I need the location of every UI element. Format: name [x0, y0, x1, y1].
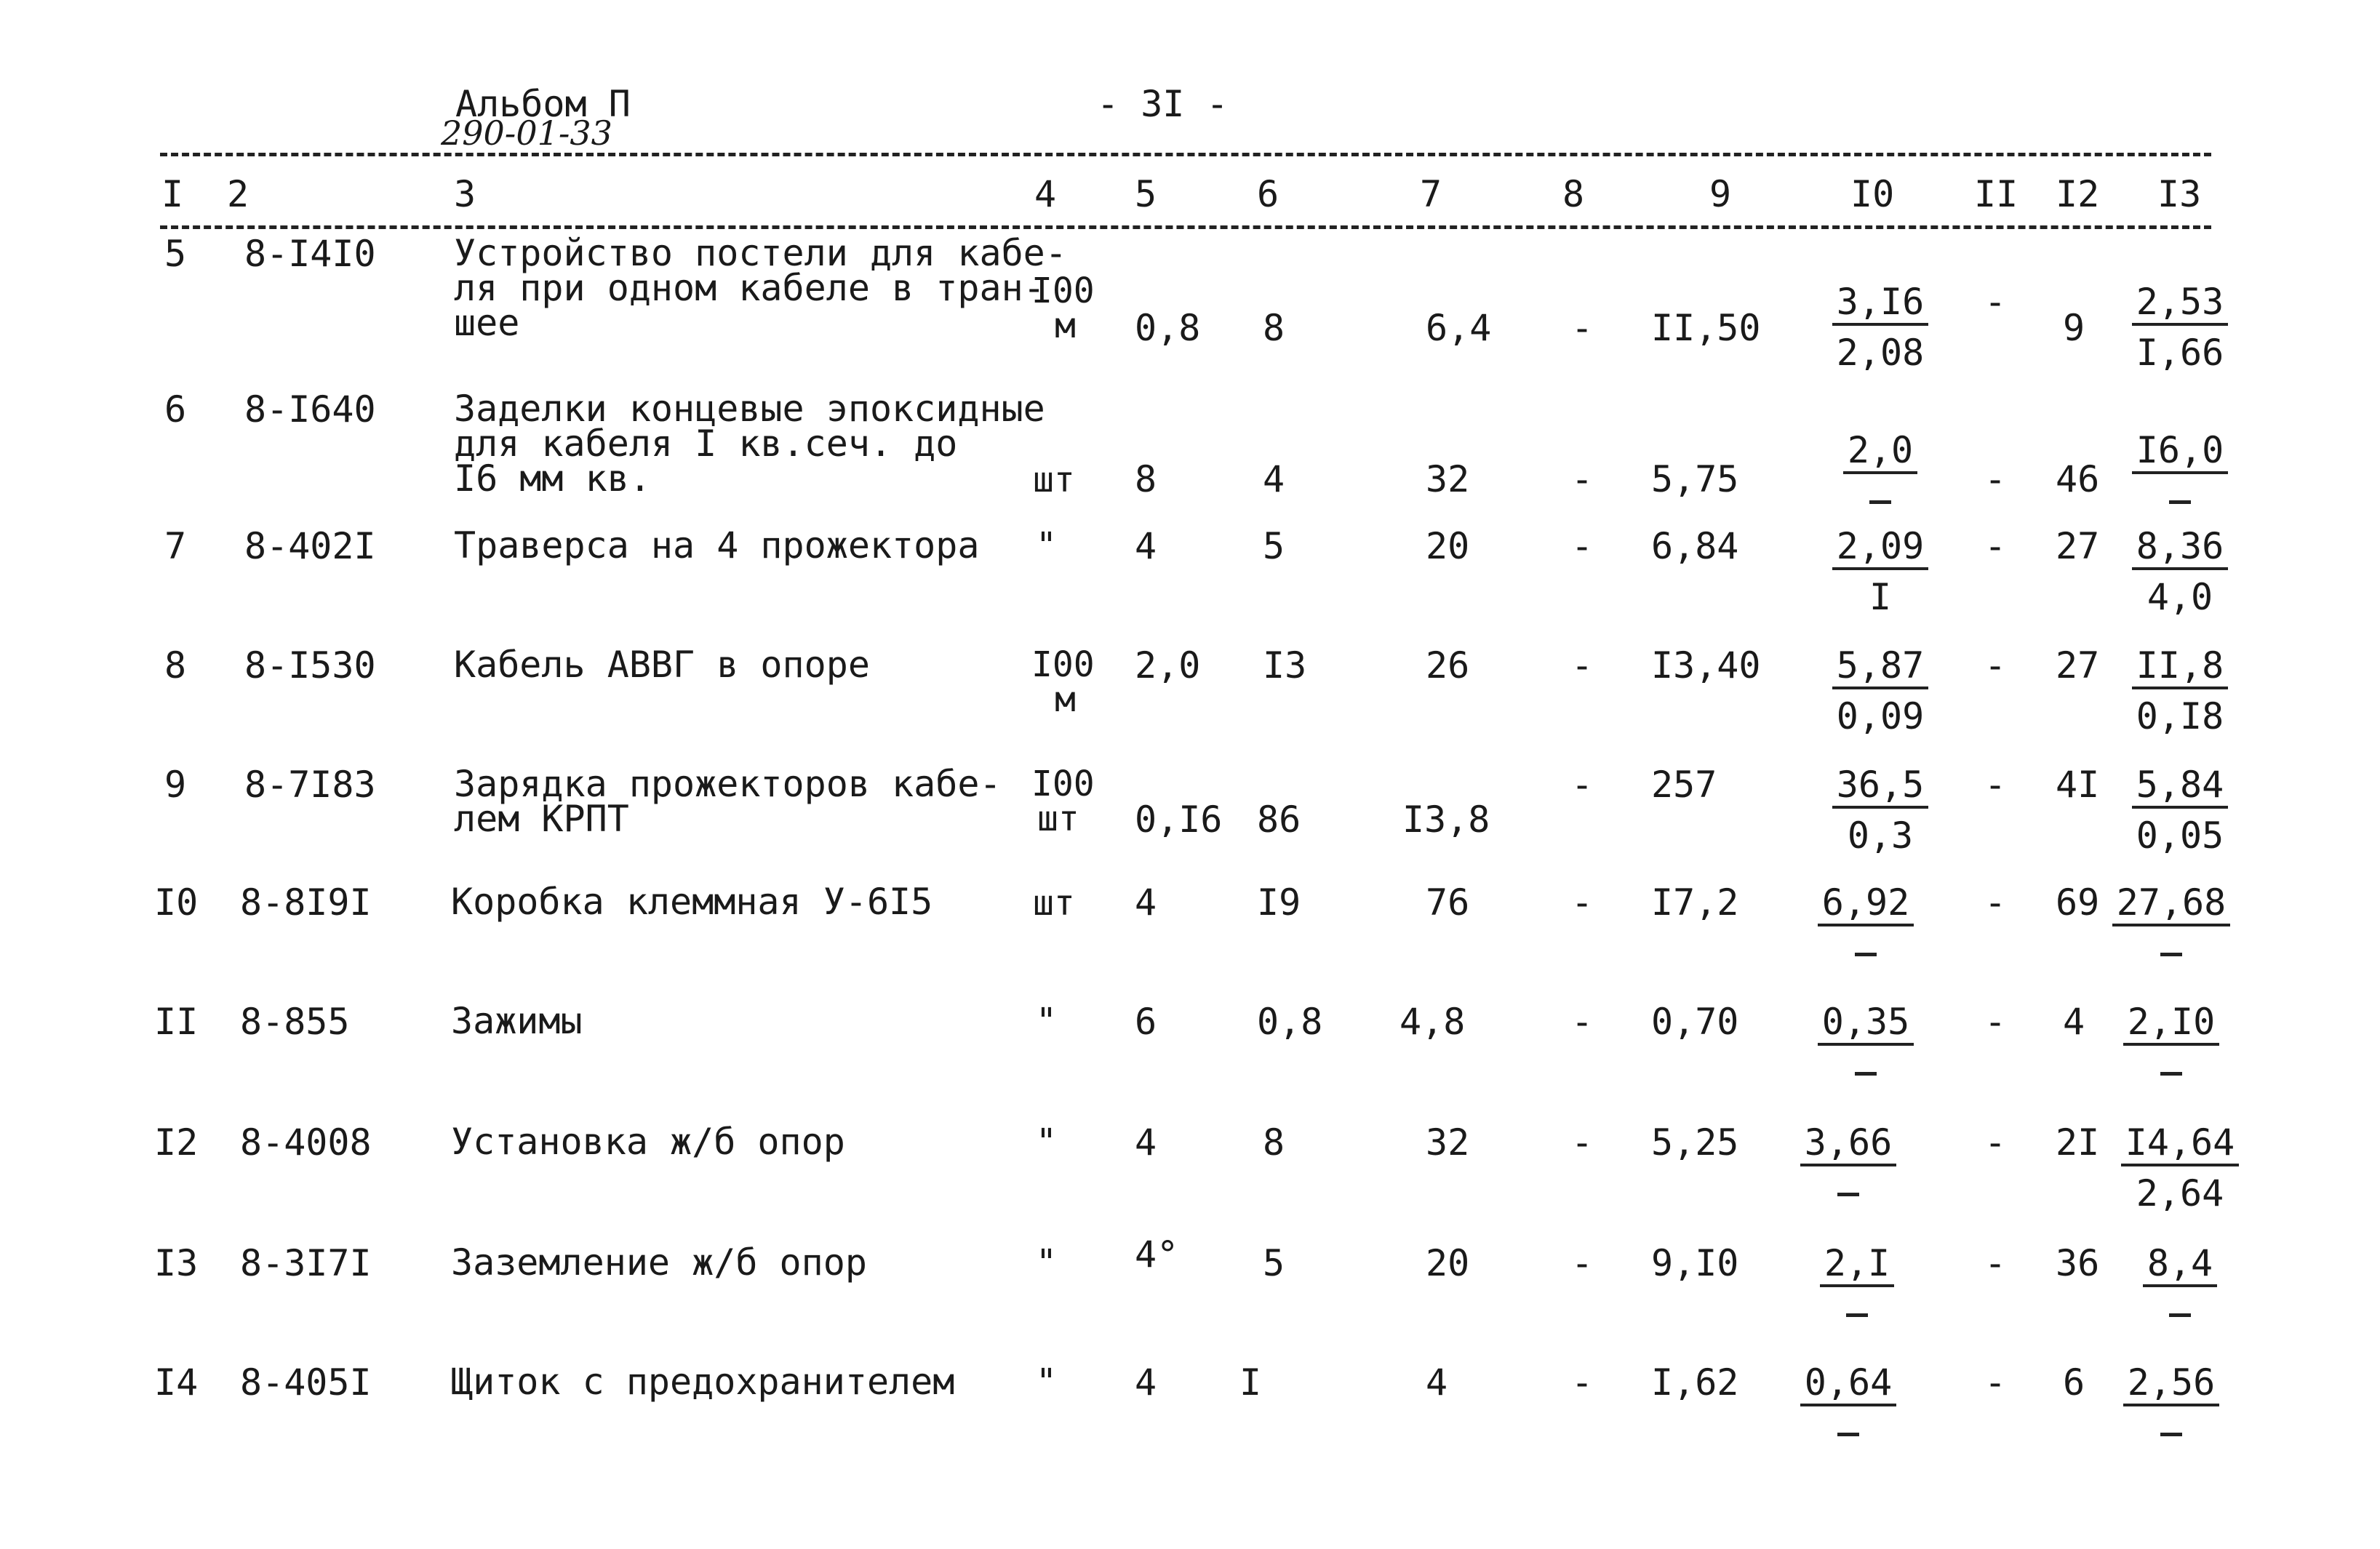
col13-denominator: 4,0 — [2147, 576, 2213, 618]
description-line: Щиток с предохранителем — [451, 1361, 955, 1403]
row-code: 8-I530 — [244, 644, 376, 687]
row-col10 — [1818, 644, 1942, 737]
row-col11: - — [1984, 281, 2007, 323]
unit-line: I00 — [1031, 764, 1095, 804]
row-description — [454, 388, 1045, 500]
column-header-11: II — [1974, 173, 2018, 215]
description-line: I6 мм кв. — [454, 457, 651, 500]
description-line: Траверса на 4 прожектора — [454, 524, 980, 567]
page-number: - 3I - — [1097, 83, 1229, 125]
col10-denominator — [1804, 935, 1928, 972]
description-line: ля при одном кабеле в тран- — [454, 267, 1045, 309]
row-col13 — [2109, 881, 2233, 972]
col10-numerator: 3,I6 — [1832, 284, 1928, 326]
description-line: Зарядка прожекторов кабе- — [454, 763, 1002, 805]
row-unit — [1036, 1242, 1057, 1283]
col10-numerator: 2,0 — [1843, 432, 1917, 474]
row-col10 — [1818, 525, 1942, 618]
row-col7: I3,8 — [1402, 798, 1490, 841]
row-col13 — [2118, 1242, 2242, 1332]
col13-numerator: 2,I0 — [2123, 1004, 2219, 1046]
row-col8: - — [1571, 1121, 1594, 1164]
row-col13 — [2109, 1001, 2233, 1091]
row-code: 8-8I9I — [240, 881, 372, 924]
col13-denominator: 0,05 — [2136, 814, 2224, 857]
unit-line: " — [1036, 1001, 1057, 1041]
row-col8: - — [1571, 881, 1594, 924]
row-col9: 9,I0 — [1651, 1242, 1739, 1284]
description-line: лем КРПТ — [454, 798, 629, 840]
col13-numerator: 8,36 — [2132, 528, 2228, 570]
row-number: II — [154, 1001, 199, 1043]
unit-line: " — [1036, 1121, 1057, 1162]
unit-line: I00 — [1031, 271, 1095, 311]
unit-line: " — [1036, 525, 1057, 566]
column-header-8: 8 — [1562, 173, 1585, 215]
col10-numerator: 2,09 — [1832, 528, 1928, 570]
row-col11: - — [1984, 1001, 2007, 1043]
unit-line: шт — [1033, 883, 1075, 924]
row-number: 8 — [164, 644, 187, 687]
row-col5: 4 — [1135, 881, 1157, 924]
col10-denominator — [1786, 1415, 1910, 1452]
description-line: Зажимы — [451, 1000, 583, 1042]
row-col6: I3 — [1263, 644, 1307, 687]
header-top-rule — [160, 153, 2211, 156]
column-header-1: I — [161, 173, 184, 215]
row-col9: I,62 — [1651, 1361, 1739, 1404]
unit-line: м — [1055, 305, 1076, 346]
row-col5: 4 — [1135, 1121, 1157, 1164]
row-code: 8-855 — [240, 1001, 350, 1043]
row-col5: 4 — [1135, 525, 1157, 567]
column-header-4: 4 — [1034, 173, 1057, 215]
row-col12: 4I — [2056, 764, 2100, 806]
row-col11: - — [1984, 525, 2007, 567]
description-line: Устройство постели для кабе- — [454, 232, 1067, 274]
col13-denominator: 0,I8 — [2136, 695, 2224, 737]
unit-line: шт — [1033, 460, 1075, 500]
row-col8: - — [1571, 644, 1594, 687]
column-header-3: 3 — [454, 173, 476, 215]
row-number: 6 — [164, 388, 187, 431]
row-col7: 32 — [1426, 458, 1470, 500]
row-col7: 4 — [1426, 1361, 1448, 1404]
col10-denominator — [1804, 1054, 1928, 1091]
row-unit — [1036, 1121, 1057, 1162]
row-col8: - — [1571, 1242, 1594, 1284]
unit-line: I00 — [1031, 644, 1095, 685]
row-code: 8-402I — [244, 525, 376, 567]
row-col12: 27 — [2056, 525, 2100, 567]
description-line: Заземление ж/б опор — [451, 1241, 867, 1284]
description-line: Заделки концевые эпоксидные — [454, 388, 1045, 430]
row-col8: - — [1571, 764, 1594, 806]
row-col9: 257 — [1651, 764, 1717, 806]
row-col6: 5 — [1263, 525, 1285, 567]
row-number: I3 — [154, 1242, 199, 1284]
row-col5: 0,I6 — [1135, 798, 1223, 841]
row-col11: - — [1984, 1242, 2007, 1284]
row-col12: 27 — [2056, 644, 2100, 687]
col13-denominator: 2,64 — [2136, 1172, 2224, 1214]
row-col7: 26 — [1426, 644, 1470, 687]
row-col13 — [2118, 429, 2242, 519]
col13-numerator: I4,64 — [2121, 1124, 2240, 1166]
col10-denominator — [1786, 1175, 1910, 1212]
row-col5: 2,0 — [1135, 644, 1201, 687]
row-col10 — [1818, 429, 1942, 519]
row-col12: 6 — [2063, 1361, 2085, 1404]
row-col10 — [1804, 881, 1928, 972]
row-col9: II,50 — [1651, 307, 1761, 349]
description-line: для кабеля I кв.сеч. до — [454, 423, 958, 465]
col10-denominator: 0,3 — [1847, 814, 1914, 857]
row-col5: 4° — [1135, 1233, 1179, 1276]
row-description — [451, 1121, 845, 1163]
row-unit — [1031, 764, 1095, 839]
description-line: шее — [454, 302, 520, 344]
row-col6: I9 — [1257, 881, 1301, 924]
row-col8: - — [1571, 307, 1594, 349]
row-col7: 76 — [1426, 881, 1470, 924]
row-col10 — [1818, 764, 1942, 857]
row-col5: 4 — [1135, 1361, 1157, 1404]
row-code: 8-I4I0 — [244, 233, 376, 275]
unit-line: шт — [1037, 798, 1079, 839]
column-header-5: 5 — [1135, 173, 1157, 215]
row-col11: - — [1984, 1361, 2007, 1404]
row-col7: 6,4 — [1426, 307, 1492, 349]
row-col8: - — [1571, 525, 1594, 567]
row-description — [454, 644, 870, 686]
col10-numerator: 5,87 — [1832, 647, 1928, 689]
col10-numerator: 0,64 — [1800, 1364, 1896, 1406]
row-col6: 4 — [1263, 458, 1285, 500]
col10-denominator — [1818, 483, 1942, 519]
row-description — [451, 1361, 955, 1403]
col10-numerator: 2,I — [1820, 1245, 1894, 1287]
row-col12: 36 — [2056, 1242, 2100, 1284]
row-col10 — [1786, 1121, 1910, 1212]
unit-line: " — [1036, 1361, 1057, 1402]
row-description — [451, 1241, 867, 1284]
row-col9: I7,2 — [1651, 881, 1739, 924]
column-header-2: 2 — [227, 173, 249, 215]
row-col13 — [2109, 1361, 2233, 1452]
row-number: 9 — [164, 764, 187, 806]
row-col12: 9 — [2063, 307, 2085, 349]
col13-numerator: 2,53 — [2132, 284, 2228, 326]
row-col6: 5 — [1263, 1242, 1285, 1284]
row-col12: 2I — [2056, 1121, 2100, 1164]
project-code: 290-01-33 — [441, 113, 612, 153]
row-col5: 0,8 — [1135, 307, 1201, 349]
row-code: 8-405I — [240, 1361, 372, 1404]
col10-numerator: 36,5 — [1832, 767, 1928, 809]
col13-numerator: 5,84 — [2132, 767, 2228, 809]
row-code: 8-7I83 — [244, 764, 376, 806]
row-col6: I — [1239, 1361, 1262, 1404]
row-number: I2 — [154, 1121, 199, 1164]
row-description — [454, 232, 1067, 344]
row-col8: - — [1571, 1361, 1594, 1404]
col13-denominator — [2109, 1054, 2233, 1091]
row-col6: 8 — [1263, 1121, 1285, 1164]
col13-denominator — [2109, 1415, 2233, 1452]
row-code: 8-4008 — [240, 1121, 372, 1164]
col13-denominator — [2118, 1296, 2242, 1332]
row-col13 — [2118, 764, 2242, 857]
row-col11: - — [1984, 644, 2007, 687]
row-description — [451, 881, 933, 923]
col13-denominator: I,66 — [2136, 332, 2224, 374]
col10-numerator: 6,92 — [1818, 884, 1914, 926]
row-col7: 20 — [1426, 1242, 1470, 1284]
row-col9: 5,25 — [1651, 1121, 1739, 1164]
row-col11: - — [1984, 764, 2007, 806]
row-col13 — [2118, 1121, 2242, 1214]
row-col8: - — [1571, 1001, 1594, 1043]
column-header-6: 6 — [1257, 173, 1279, 215]
row-col6: 86 — [1257, 798, 1301, 841]
row-col6: 0,8 — [1257, 1001, 1323, 1043]
column-header-12: I2 — [2056, 173, 2100, 215]
row-col13 — [2118, 281, 2242, 374]
description-line: Коробка клеммная У-6I5 — [451, 881, 933, 923]
row-col10 — [1786, 1361, 1910, 1452]
col10-denominator: I — [1869, 576, 1892, 618]
row-unit — [1036, 525, 1057, 566]
row-unit — [1036, 1361, 1057, 1402]
col10-denominator: 0,09 — [1836, 695, 1925, 737]
row-description — [454, 524, 980, 567]
col13-numerator: 27,68 — [2112, 884, 2231, 926]
col13-numerator: I6,0 — [2132, 432, 2228, 474]
row-col7: 20 — [1426, 525, 1470, 567]
row-col10 — [1818, 281, 1942, 374]
row-col5: 6 — [1135, 1001, 1157, 1043]
col13-numerator: II,8 — [2132, 647, 2228, 689]
row-col12: 69 — [2056, 881, 2100, 924]
column-header-7: 7 — [1420, 173, 1442, 215]
row-number: 5 — [164, 233, 187, 275]
row-col13 — [2118, 644, 2242, 737]
album-title: Альбом П — [455, 83, 631, 125]
row-col10 — [1804, 1001, 1928, 1091]
row-col7: 32 — [1426, 1121, 1470, 1164]
row-col11: - — [1984, 881, 2007, 924]
col13-numerator: 2,56 — [2123, 1364, 2219, 1406]
row-col7: 4,8 — [1399, 1001, 1466, 1043]
row-description — [454, 763, 1002, 840]
row-col9: I3,40 — [1651, 644, 1761, 687]
col10-numerator: 0,35 — [1818, 1004, 1914, 1046]
row-number: 7 — [164, 525, 187, 567]
row-col11: - — [1984, 458, 2007, 500]
column-header-13: I3 — [2157, 173, 2202, 215]
row-col5: 8 — [1135, 458, 1157, 500]
row-col11: - — [1984, 1121, 2007, 1164]
col10-denominator — [1795, 1296, 1919, 1332]
row-col13 — [2118, 525, 2242, 618]
row-col8: - — [1571, 458, 1594, 500]
description-line: Кабель АВВГ в опоре — [454, 644, 870, 686]
column-header-10: I0 — [1850, 173, 1895, 215]
row-number: I0 — [154, 881, 199, 924]
row-unit — [1033, 460, 1075, 500]
col10-denominator: 2,08 — [1836, 332, 1925, 374]
unit-line: м — [1055, 679, 1076, 720]
column-header-9: 9 — [1709, 173, 1732, 215]
header-bottom-rule — [160, 225, 2211, 229]
row-unit — [1031, 271, 1095, 346]
row-description — [451, 1000, 583, 1042]
row-number: I4 — [154, 1361, 199, 1404]
row-unit — [1033, 883, 1075, 924]
row-code: 8-I640 — [244, 388, 376, 431]
row-col6: 8 — [1263, 307, 1285, 349]
row-unit — [1036, 1001, 1057, 1041]
row-col12: 46 — [2056, 458, 2100, 500]
col13-numerator: 8,4 — [2143, 1245, 2217, 1287]
row-col9: 0,70 — [1651, 1001, 1739, 1043]
row-col9: 5,75 — [1651, 458, 1739, 500]
col13-denominator — [2118, 483, 2242, 519]
col10-numerator: 3,66 — [1800, 1124, 1896, 1166]
row-col9: 6,84 — [1651, 525, 1739, 567]
description-line: Установка ж/б опор — [451, 1121, 845, 1163]
unit-line: " — [1036, 1242, 1057, 1283]
row-unit — [1031, 644, 1095, 720]
row-col10 — [1795, 1242, 1919, 1332]
row-code: 8-3I7I — [240, 1242, 372, 1284]
row-col12: 4 — [2063, 1001, 2085, 1043]
col13-denominator — [2109, 935, 2233, 972]
